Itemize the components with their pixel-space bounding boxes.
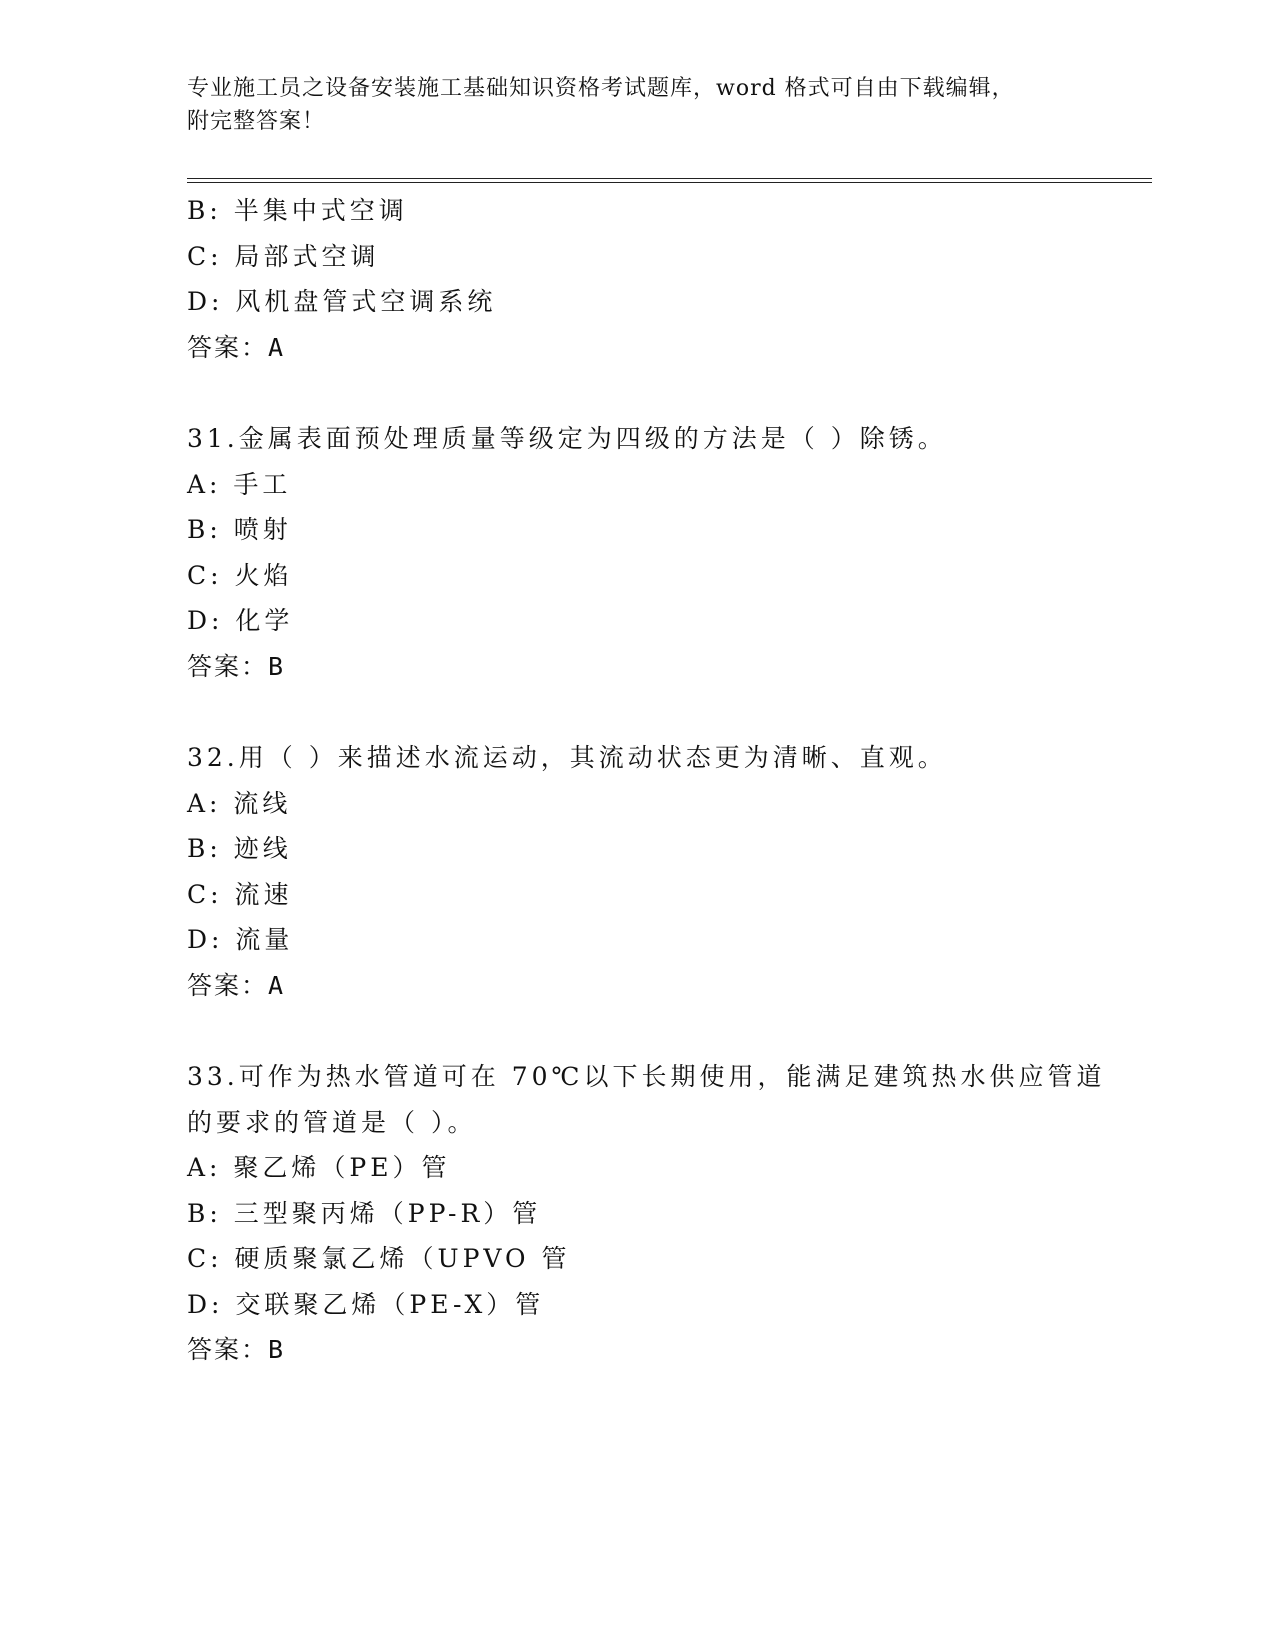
option-b: B: 喷射 [187,515,292,544]
option-d: D: 流量 [187,925,294,954]
question-text: 32.用（ ）来描述水流运动，其流动状态更为清晰、直观。 [187,743,947,772]
option-a: A: 聚乙烯（PE）管 [187,1153,451,1182]
header-line-2: 附完整答案！ [187,109,326,134]
question-text-line-2: 的要求的管道是（ ）。 [187,1107,477,1137]
question-text: 31.金属表面预处理质量等级定为四级的方法是（ ）除锈。 [187,424,947,453]
answer-line: 答案：B [187,1335,286,1364]
option-c: C: 局部式空调 [187,241,380,271]
prev-question-block [187,188,1107,370]
question-31 [187,416,1107,689]
question-33 [187,1054,1107,1373]
question-content [187,188,1107,1373]
answer-line: 答案：A [187,332,286,362]
answer-line: 答案：B [187,651,286,681]
option-d: D: 交联聚乙烯（PE-X）管 [187,1289,545,1319]
header-divider-top [187,178,1152,179]
question-text-line-1: 33.可作为热水管道可在 70℃以下长期使用，能满足建筑热水供应管道 [187,1062,1106,1091]
document-header [187,72,1087,138]
option-d: D: 风机盘管式空调系统 [187,287,497,316]
option-b: B: 三型聚丙烯（PP-R）管 [187,1198,542,1228]
option-c: C: 硬质聚氯乙烯（UPVO 管 [187,1244,571,1273]
option-a: A: 手工 [187,469,292,499]
header-line-1: 专业施工员之设备安装施工基础知识资格考试题库，word 格式可自由下载编辑， [187,76,1015,101]
question-32 [187,735,1107,1008]
option-d: D: 化学 [187,606,294,635]
header-divider-bottom [187,182,1152,183]
answer-line: 答案：A [187,970,286,1000]
option-c: C: 流速 [187,879,293,909]
option-b: B: 半集中式空调 [187,196,408,225]
option-c: C: 火焰 [187,560,293,590]
option-a: A: 流线 [187,788,292,818]
option-b: B: 迹线 [187,834,292,863]
